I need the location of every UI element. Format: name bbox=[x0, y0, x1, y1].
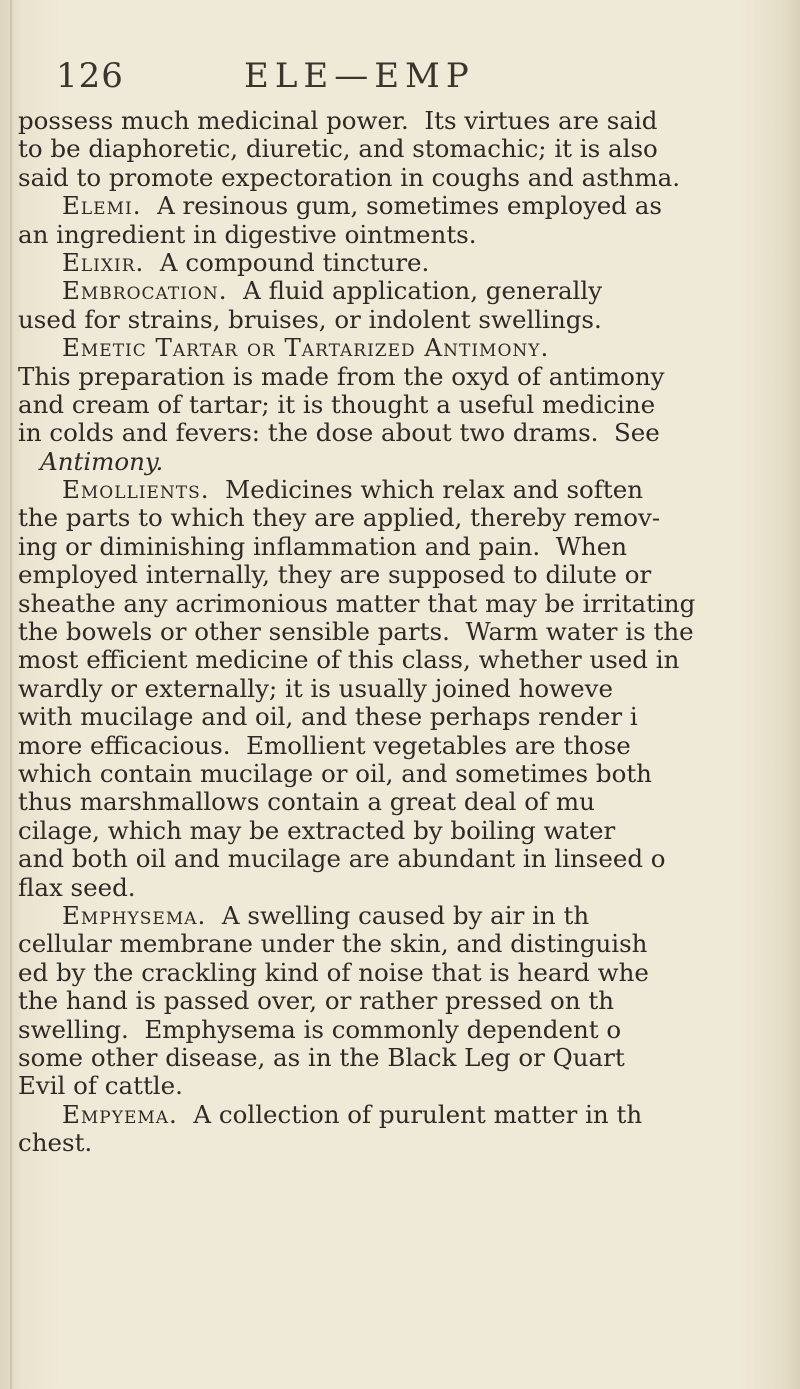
text-line bbox=[18, 135, 793, 163]
entry-text: ed by the crackling kind of noise that is heard whe bbox=[18, 958, 649, 987]
text-line bbox=[18, 703, 793, 731]
text-line bbox=[18, 391, 793, 419]
text-line bbox=[18, 646, 793, 674]
entry-term: Elemi. bbox=[62, 192, 142, 221]
entry-text: and cream of tartar; it is thought a useful medicine bbox=[18, 390, 656, 419]
text-line bbox=[18, 675, 793, 703]
entry-text: the bowels or other sensible parts. Warm water is the bbox=[18, 618, 694, 647]
text-line bbox=[18, 476, 793, 504]
text-line bbox=[18, 845, 793, 873]
text-line bbox=[18, 760, 793, 788]
text-line bbox=[18, 533, 793, 561]
text-line bbox=[18, 221, 793, 249]
text-line bbox=[18, 959, 793, 987]
text-line bbox=[18, 419, 793, 447]
text-line bbox=[18, 987, 793, 1015]
entry-text: most efficient medicine of this class, whether used in bbox=[18, 646, 680, 675]
text-line bbox=[18, 107, 793, 135]
text-line bbox=[18, 874, 793, 902]
text-line bbox=[18, 249, 793, 277]
text-line bbox=[18, 192, 793, 220]
entry-text: and both oil and mucilage are abundant in linseed o bbox=[18, 845, 666, 874]
dictionary-entries bbox=[18, 107, 793, 1157]
entry-term: Emollients. bbox=[62, 476, 210, 505]
entry-text: used for strains, bruises, or indolent swellings. bbox=[18, 305, 602, 334]
entry-text: the hand is passed over, or rather pressed on th bbox=[18, 987, 614, 1016]
entry-text: A resinous gum, sometimes employed as bbox=[141, 192, 662, 221]
entry-text: wardly or externally; it is usually joined howeve bbox=[18, 674, 613, 703]
entry-text: A compound tincture. bbox=[144, 248, 430, 277]
entry-text: A fluid application, generally bbox=[227, 277, 603, 306]
entry-text: swelling. Emphysema is commonly dependent o bbox=[18, 1015, 622, 1044]
entry-text: the parts to which they are applied, thereby remov- bbox=[18, 504, 661, 533]
entry-term: Elixir. bbox=[62, 248, 145, 277]
entry-term: Embrocation. bbox=[62, 277, 228, 306]
entry-text: A collection of purulent matter in th bbox=[177, 1100, 643, 1129]
text-line bbox=[18, 902, 793, 930]
entry-text: cilage, which may be extracted by boiling water bbox=[18, 816, 616, 845]
entry-text: Evil of cattle. bbox=[18, 1072, 183, 1101]
text-line bbox=[18, 334, 793, 362]
running-head: ELE—EMP bbox=[244, 56, 475, 96]
text-line bbox=[18, 306, 793, 334]
entry-term: Emphysema. bbox=[62, 901, 207, 930]
entry-text: ing or diminishing inflammation and pain. When bbox=[18, 532, 627, 561]
entry-text: chest. bbox=[18, 1129, 93, 1158]
text-line bbox=[18, 561, 793, 589]
entry-text: with mucilage and oil, and these perhaps render i bbox=[18, 703, 638, 732]
entry-text: thus marshmallows contain a great deal of mu bbox=[18, 788, 595, 817]
text-line bbox=[18, 1129, 793, 1157]
entry-text: possess much medicinal power. Its virtues are said bbox=[18, 107, 658, 135]
text-line bbox=[18, 448, 793, 476]
text-line bbox=[18, 590, 793, 618]
text-line bbox=[18, 277, 793, 305]
entry-text: cellular membrane under the skin, and distinguish bbox=[18, 930, 648, 959]
text-line bbox=[18, 930, 793, 958]
cross-reference: Antimony. bbox=[40, 447, 164, 476]
entry-text: employed internally, they are supposed to dilute or bbox=[18, 561, 652, 590]
entry-term: Emetic Tartar or Tartarized Antimony. bbox=[62, 334, 550, 363]
entry-text: sheathe any acrimonious matter that may be irritating bbox=[18, 589, 696, 618]
page-number: 126 bbox=[56, 56, 124, 96]
entry-text: an ingredient in digestive ointments. bbox=[18, 220, 477, 249]
entry-text: to be diaphoretic, diuretic, and stomachic; it is also bbox=[18, 135, 658, 164]
text-line bbox=[18, 817, 793, 845]
entry-text: said to promote expectoration in coughs and asthma. bbox=[18, 163, 681, 192]
page-header bbox=[0, 56, 800, 106]
text-line bbox=[18, 732, 793, 760]
text-line bbox=[18, 363, 793, 391]
entry-text: A swelling caused by air in th bbox=[206, 901, 590, 930]
text-line bbox=[18, 504, 793, 532]
entry-text: Medicines which relax and soften bbox=[209, 476, 643, 505]
text-line bbox=[18, 618, 793, 646]
text-line bbox=[18, 788, 793, 816]
entry-term: Empyema. bbox=[62, 1100, 178, 1129]
text-line bbox=[18, 1072, 793, 1100]
entry-text: flax seed. bbox=[18, 873, 136, 902]
text-line bbox=[18, 164, 793, 192]
entry-text: in colds and fevers: the dose about two drams. See bbox=[18, 419, 660, 448]
page-gutter bbox=[10, 0, 12, 1389]
text-line bbox=[18, 1016, 793, 1044]
text-line bbox=[18, 1044, 793, 1072]
entry-text: which contain mucilage or oil, and sometimes both bbox=[18, 759, 652, 788]
entry-text: This preparation is made from the oxyd of antimony bbox=[18, 362, 665, 391]
entry-text: more efficacious. Emollient vegetables are those bbox=[18, 731, 631, 760]
entry-text: some other disease, as in the Black Leg or Quart bbox=[18, 1043, 625, 1072]
text-line bbox=[18, 1101, 793, 1129]
